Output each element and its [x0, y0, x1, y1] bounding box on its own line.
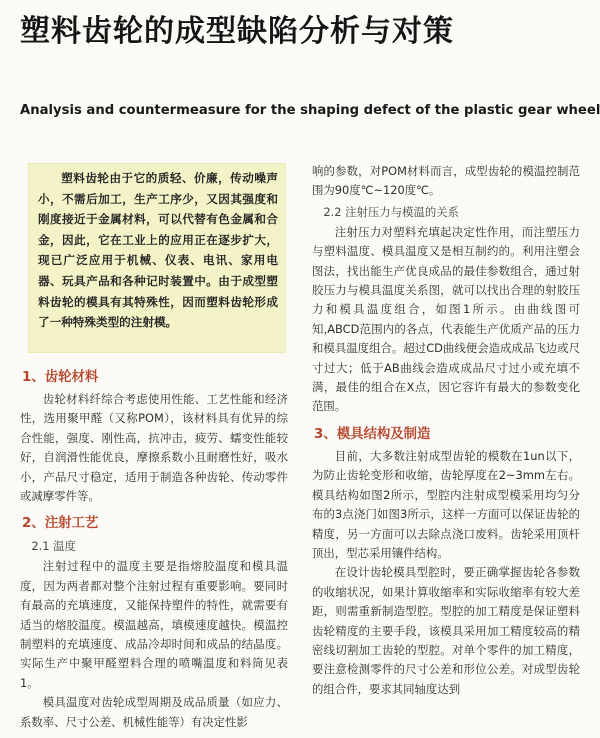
paragraph: 目前，大多数注射成型齿轮的模数在1un以下，为防止齿轮变形和收缩，齿轮厚度在2~3mm左右。模具结构如图2所示，型腔内注射成型模采用均匀分布的3点浇门如图3所示，这样一方面可以保证齿轮的精度，另一方面可以去除点浇口废料。齿轮采用顶杆顶出，型芯采用镶件结构。	[312, 448, 580, 560]
section-heading-mold-structure: 3、模具结构及制造	[314, 426, 431, 442]
subsection-heading-pressure: 2.2 注射压力与模温的关系	[323, 204, 460, 219]
article-title: 塑料齿轮的成型缺陷分析与对策	[20, 14, 454, 49]
right-column	[312, 162, 580, 699]
section-heading-materials: 1、齿轮材料	[22, 370, 99, 385]
paragraph-continued: 响的参数，对POM材料而言，成型齿轮的模温控制范围为90度℃~120度℃。	[312, 164, 580, 198]
paragraph: 齿轮材料纤综合考虑使用性能、工艺性能和经济性，选用聚甲醛（又称POM），该材料具有优异的综合性能，强度、刚性高，抗冲击，疲劳、蠕变性能较好，自润滑性能优良，摩擦系数小且耐磨性好，吸水小，产品尺寸稳定，适用于制造各种齿轮、传动零件或减摩零件等。	[20, 392, 288, 504]
paragraph: 注射过程中的温度主要是指熔胶温度和模具温度，因为两者都对整个注射过程有重要影响。要同时有最高的充填速度，又能保持塑件的特性，就需要有适当的熔胶温度。模温越高，填模速度越快。模温控制塑料的充填速度、成品冷却时间和成品的结晶度。实际生产中聚甲醛塑料合理的喷嘴温度和料筒见表1。	[20, 559, 288, 690]
section-heading-injection-process: 2、注射工艺	[22, 516, 99, 532]
paragraph: 注射压力对塑料充填起决定性作用，而注塑压力与塑料温度、模具温度又是相互制约的。利用注塑会图法，找出能生产优良成品的最佳参数组合，通过射胶压力与模具温度关系图，就可以找出合理的射胶压力和模具温度组合，如图1所示。由曲线图可知,ABCD范围内的各点，代表能生产优质产品的压力和模具温度组合。超过CD曲线便会造成成品飞边或尺寸过大；低于AB曲线会造成成品尺寸过小或充填不满，最佳的组合在X点，因它容许有最大的参数变化范围。	[312, 224, 580, 414]
paragraph: 在设计齿轮模具型腔时，要正确掌握齿轮各参数的收缩状况，如果计算收缩率和实际收缩率有较大差距，则需重新制造型腔。型腔的加工精度是保证塑料齿轮精度的主要手段，该模具采用加工精度较高的精密线切割加工齿轮的型腔。对单个零件的加工精度，要注意检测零件的尺寸公差和形位公差。对成型齿轮的组合件，要求其同轴度达到	[312, 565, 580, 696]
abstract-box: 塑料齿轮由于它的质轻、价廉，传动噪声小，不需后加工，生产工序少，又因其强度和刚度接近于金属材料，可以代替有色金属和合金，因此，它在工业上的应用正在逐步扩大，现已广泛应用于机械、仪表、电讯、家用电器、玩具产品和各种记时装置中。由于成型塑料齿轮的模具有其特殊性，因而塑料齿轮形成了一种特殊类型的注射模。	[28, 163, 286, 353]
paragraph: 模具温度对齿轮成型周期及成品质量（如应力、系数率、尺寸公差、机械性能等）有决定性影	[20, 695, 288, 729]
subsection-heading-temperature: 2.1 温度	[31, 539, 76, 554]
article-subtitle: Analysis and countermeasure for the shaping defect of the plastic gear wheel	[20, 103, 600, 118]
left-column	[20, 360, 288, 732]
